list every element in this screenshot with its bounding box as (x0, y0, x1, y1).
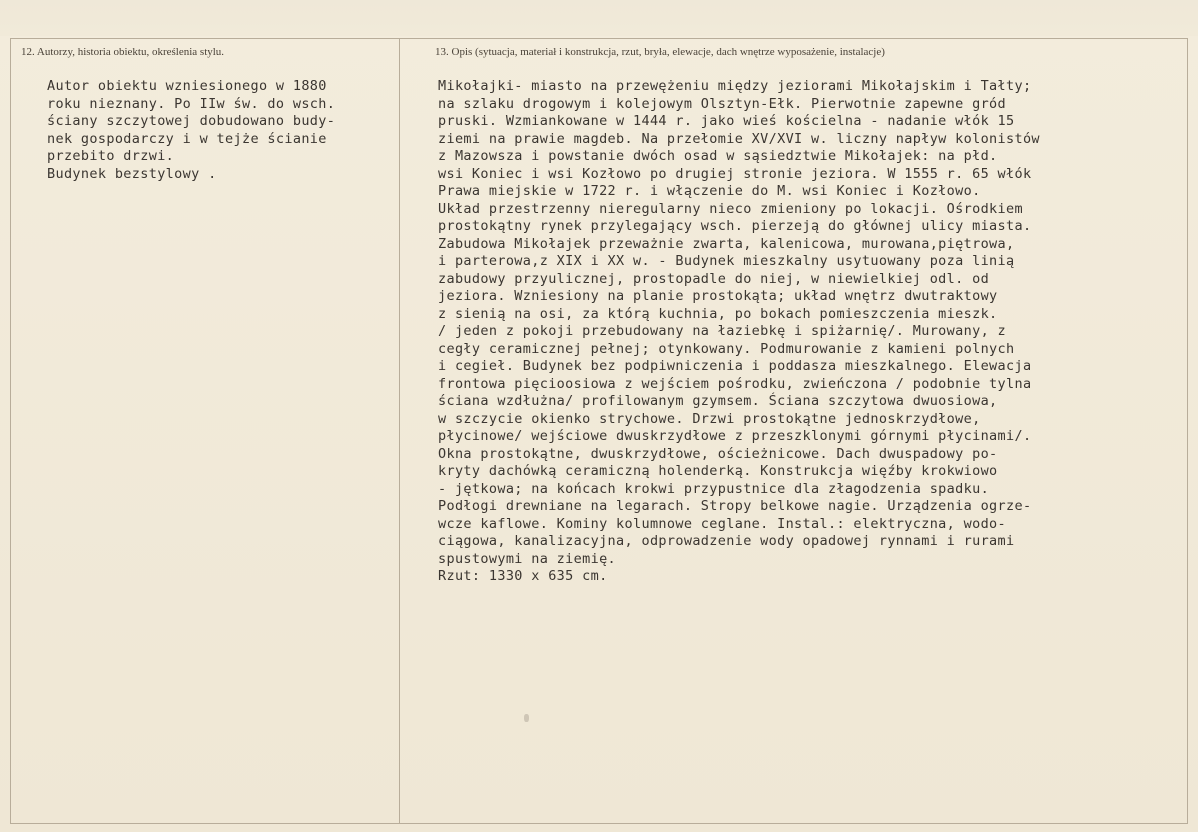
typed-line: płycinowe/ wejściowe dwuskrzydłowe z przeszklonymi górnymi płycinami/. (438, 428, 1032, 444)
paper-speck (524, 714, 529, 722)
typed-line: ściana wzdłużna/ profilowanym gzymsem. Ściana szczytowa dwuosiowa, (438, 393, 998, 409)
typed-line: frontowa pięcioosiowa z wejściem pośrodku, zwieńczona / podobnie tylna (438, 375, 1032, 392)
typed-line: Zabudowa Mikołajek przeważnie zwarta, kalenicowa, murowana,piętrowa, (438, 235, 1015, 252)
typed-line: ziemi na prawie magdeb. Na przełomie XV/XVI w. liczny napływ kolonistów (438, 130, 1040, 147)
typed-line: wcze kaflowe. Kominy kolumnowe ceglane. Instal.: elektryczna, wodo- (438, 515, 1007, 532)
typed-line: wsi Koniec i wsi Kozłowo po drugiej stronie jeziora. W 1555 r. 65 włók (438, 165, 1032, 182)
typed-line: i cegieł. Budynek bez podpiwniczenia i poddasza mieszkalnego. Elewacja (438, 358, 1032, 374)
typed-line: kryty dachówką ceramiczną holenderką. Konstrukcja więźby krokwiowo (438, 463, 998, 479)
typed-line: z sienią na osi, za którą kuchnia, po bokach pomieszczenia mieszk. (438, 305, 998, 322)
typed-line: / jeden z pokoji przebudowany na łaziebkę i spiżarnię/. Murowany, z (438, 323, 1007, 339)
typed-line: Okna prostokątne, dwuskrzydłowe, ościeżnicowe. Dach dwuspadowy po- (438, 445, 998, 462)
column-divider (399, 38, 400, 824)
typed-line: zabudowy przyulicznej, prostopadle do niej, w niewielkiej odl. od (438, 270, 990, 287)
typed-line: w szczycie okienko strychowe. Drzwi prostokątne jednoskrzydłowe, (438, 410, 981, 427)
typed-line: jeziora. Wzniesiony na planie prostokąta; układ wnętrz dwutraktowy (438, 288, 998, 304)
typed-line: na szlaku drogowym i kolejowym Olsztyn-Ełk. Pierwotnie zapewne gród (438, 95, 1007, 112)
typed-line: Mikołajki- miasto na przewężeniu między jeziorami Mikołajskim i Tałty; (438, 78, 1032, 94)
typed-line: spustowymi na ziemię. (438, 550, 617, 567)
field-12-header: 12. Autorzy, historia obiektu, określenia stylu. (21, 46, 225, 58)
typed-line: przebito drzwi. (47, 148, 175, 164)
header-rule (10, 38, 1188, 39)
typed-line: Prawa miejskie w 1722 r. i włączenie do M. wsi Koniec i Kozłowo. (438, 183, 981, 199)
typed-line: cegły ceramicznej pełnej; otynkowany. Podmurowanie z kamieni polnych (438, 340, 1015, 357)
typed-line: Budynek bezstylowy . (47, 165, 217, 182)
authors-history-text (47, 78, 335, 183)
typed-line: z Mazowsza i powstanie dwóch osad w sąsiedztwie Mikołajek: na płd. (438, 148, 998, 164)
typed-line: Podłogi drewniane na legarach. Stropy belkowe nagie. Urządzenia ogrze- (438, 498, 1032, 514)
typed-line: Układ przestrzenny nieregularny nieco zmieniony po lokacji. Ośrodkiem (438, 200, 1023, 217)
typed-line: i parterowa,z XIX i XX w. - Budynek mieszkalny usytuowany poza linią (438, 253, 1015, 269)
description-text (438, 78, 1040, 586)
typed-line: Autor obiektu wzniesionego w 1880 (47, 78, 327, 94)
typed-line: prostokątny rynek przylegający wsch. pierzeją do głównej ulicy miasta. (438, 218, 1032, 234)
field-13-header: 13. Opis (sytuacja, materiał i konstrukcja, rzut, bryła, elewacje, dach wnętrze wyposażenie, instalacje) (435, 46, 885, 58)
typed-line: nek gospodarczy i w tejże ścianie (47, 130, 327, 147)
typed-line: ciągowa, kanalizacyjna, odprowadzenie wody opadowej rynnami i rurami (438, 533, 1015, 549)
typed-line: roku nieznany. Po IIw św. do wsch. (47, 95, 336, 112)
typed-line: pruski. Wzmiankowane w 1444 r. jako wieś kościelna - nadanie włók 15 (438, 113, 1015, 129)
typed-line: ściany szczytowej dobudowano budy- (47, 113, 336, 129)
typed-line: Rzut: 1330 x 635 cm. (438, 568, 608, 584)
typed-line: - jętkowa; na końcach krokwi przypustnice dla złagodzenia spadku. (438, 480, 990, 497)
top-margin (0, 0, 1198, 36)
